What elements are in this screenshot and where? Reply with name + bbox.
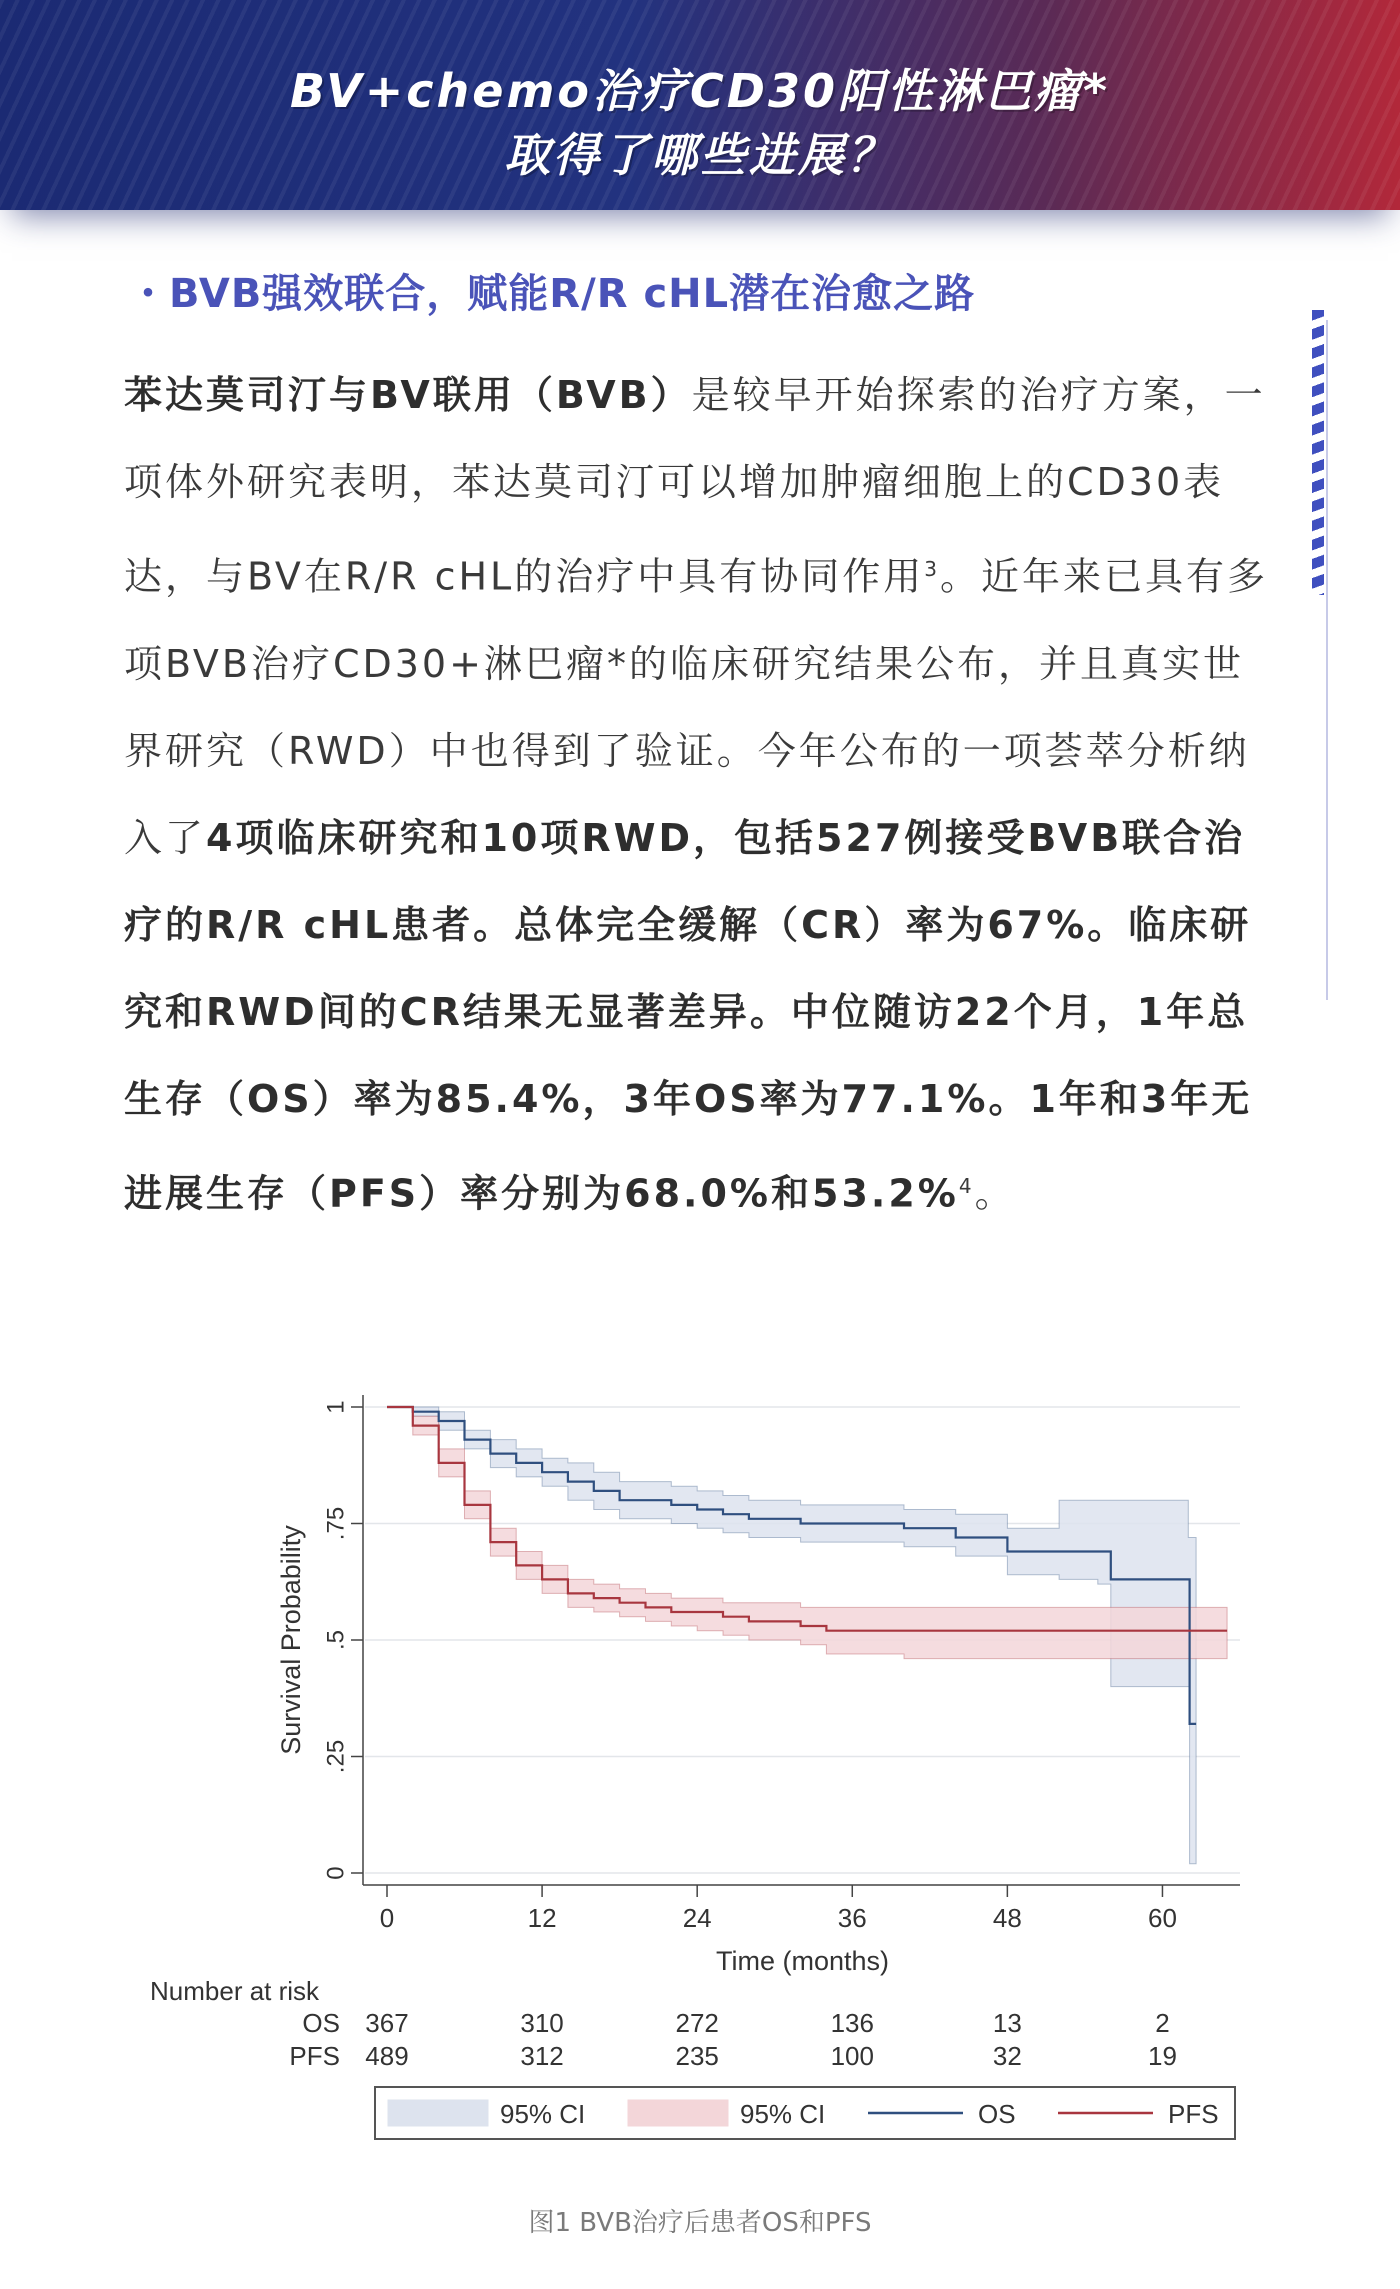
risk-value: 136 [830,2008,874,2038]
legend-label: OS [978,2099,1016,2129]
x-tick-label: 0 [379,1903,395,1933]
decorative-side-line [1326,320,1328,1000]
body-text-1: 是较早开始探索的治疗方案，一项体外研究表明，苯达莫司汀可以增加肿瘤细胞上的CD30表达，与BV在R/R cHL的治疗中具有协同作用 [124,373,1266,599]
body-paragraph [124,352,1274,1237]
survival-chart [140,1360,1260,2150]
legend-swatch-ci [628,2100,728,2126]
risk-value: 13 [992,2008,1022,2038]
x-tick-label: 48 [992,1903,1022,1933]
risk-value: 272 [675,2008,719,2038]
x-tick-label: 24 [682,1903,712,1933]
legend-swatch-ci [388,2100,488,2126]
decorative-stripe [1312,310,1324,595]
ref-4: 4 [958,1173,975,1198]
body-bold-findings: 4项临床研究和10项RWD，包括527例接受BVB联合治疗的R/R cHL患者。总体完全缓解（CR）率为67%。临床研究和RWD间的CR结果无显著差异。中位随访22个月，1年总生存（OS）率为85.4%，3年OS率为77.1%。1年和3年无进展生存（PFS）率分别为68.0%和53.2% [124,815,1253,1216]
legend-label: PFS [1168,2099,1219,2129]
risk-row-label: PFS [289,2041,340,2071]
title-banner [0,0,1400,210]
risk-value: 310 [520,2008,564,2038]
body-text-end: 。 [974,1171,1016,1216]
risk-value: 235 [675,2041,719,2071]
x-tick-label: 12 [527,1903,557,1933]
y-tick-label: .5 [322,1629,350,1651]
legend-label: 95% CI [740,2099,826,2129]
banner-title-line2: 取得了哪些进展？ [504,128,896,182]
legend-label: 95% CI [500,2099,586,2129]
body-bold-lead: 苯达莫司汀与BV联用（BVB） [124,373,692,417]
risk-value: 19 [1147,2041,1177,2071]
risk-value: 32 [992,2041,1022,2071]
body-text-2: 。近年来已具有多项BVB治疗CD30+淋巴瘤*的临床研究结果公布，并且真实世界研究（RWD）中也得到了验证。今年公布的一项荟萃分析纳入了 [124,554,1268,860]
risk-value: 312 [520,2041,564,2071]
section-subheading: ・BVB强效联合，赋能R/R cHL潜在治愈之路 [128,271,976,317]
x-tick-label: 60 [1147,1903,1177,1933]
banner-title-line1: BV+chemo治疗CD30阳性淋巴瘤* [289,64,1111,118]
risk-value: 489 [365,2041,409,2071]
risk-value: 367 [365,2008,409,2038]
x-tick-label: 36 [837,1903,867,1933]
y-tick-label: .25 [322,1739,350,1774]
risk-value: 2 [1155,2008,1170,2038]
x-axis-title: Time (months) [715,1946,890,1976]
y-tick-label: .75 [322,1506,350,1541]
figure-caption: 图1 BVB治疗后患者OS和PFS [528,2208,872,2238]
risk-value: 100 [830,2041,874,2071]
y-tick-label: 1 [322,1400,350,1414]
y-tick-label: 0 [322,1866,350,1880]
risk-table-title: Number at risk [150,1976,320,2006]
ref-3: 3 [924,557,940,581]
risk-row-label: OS [302,2008,340,2038]
y-axis-title: Survival Probability [276,1525,306,1755]
